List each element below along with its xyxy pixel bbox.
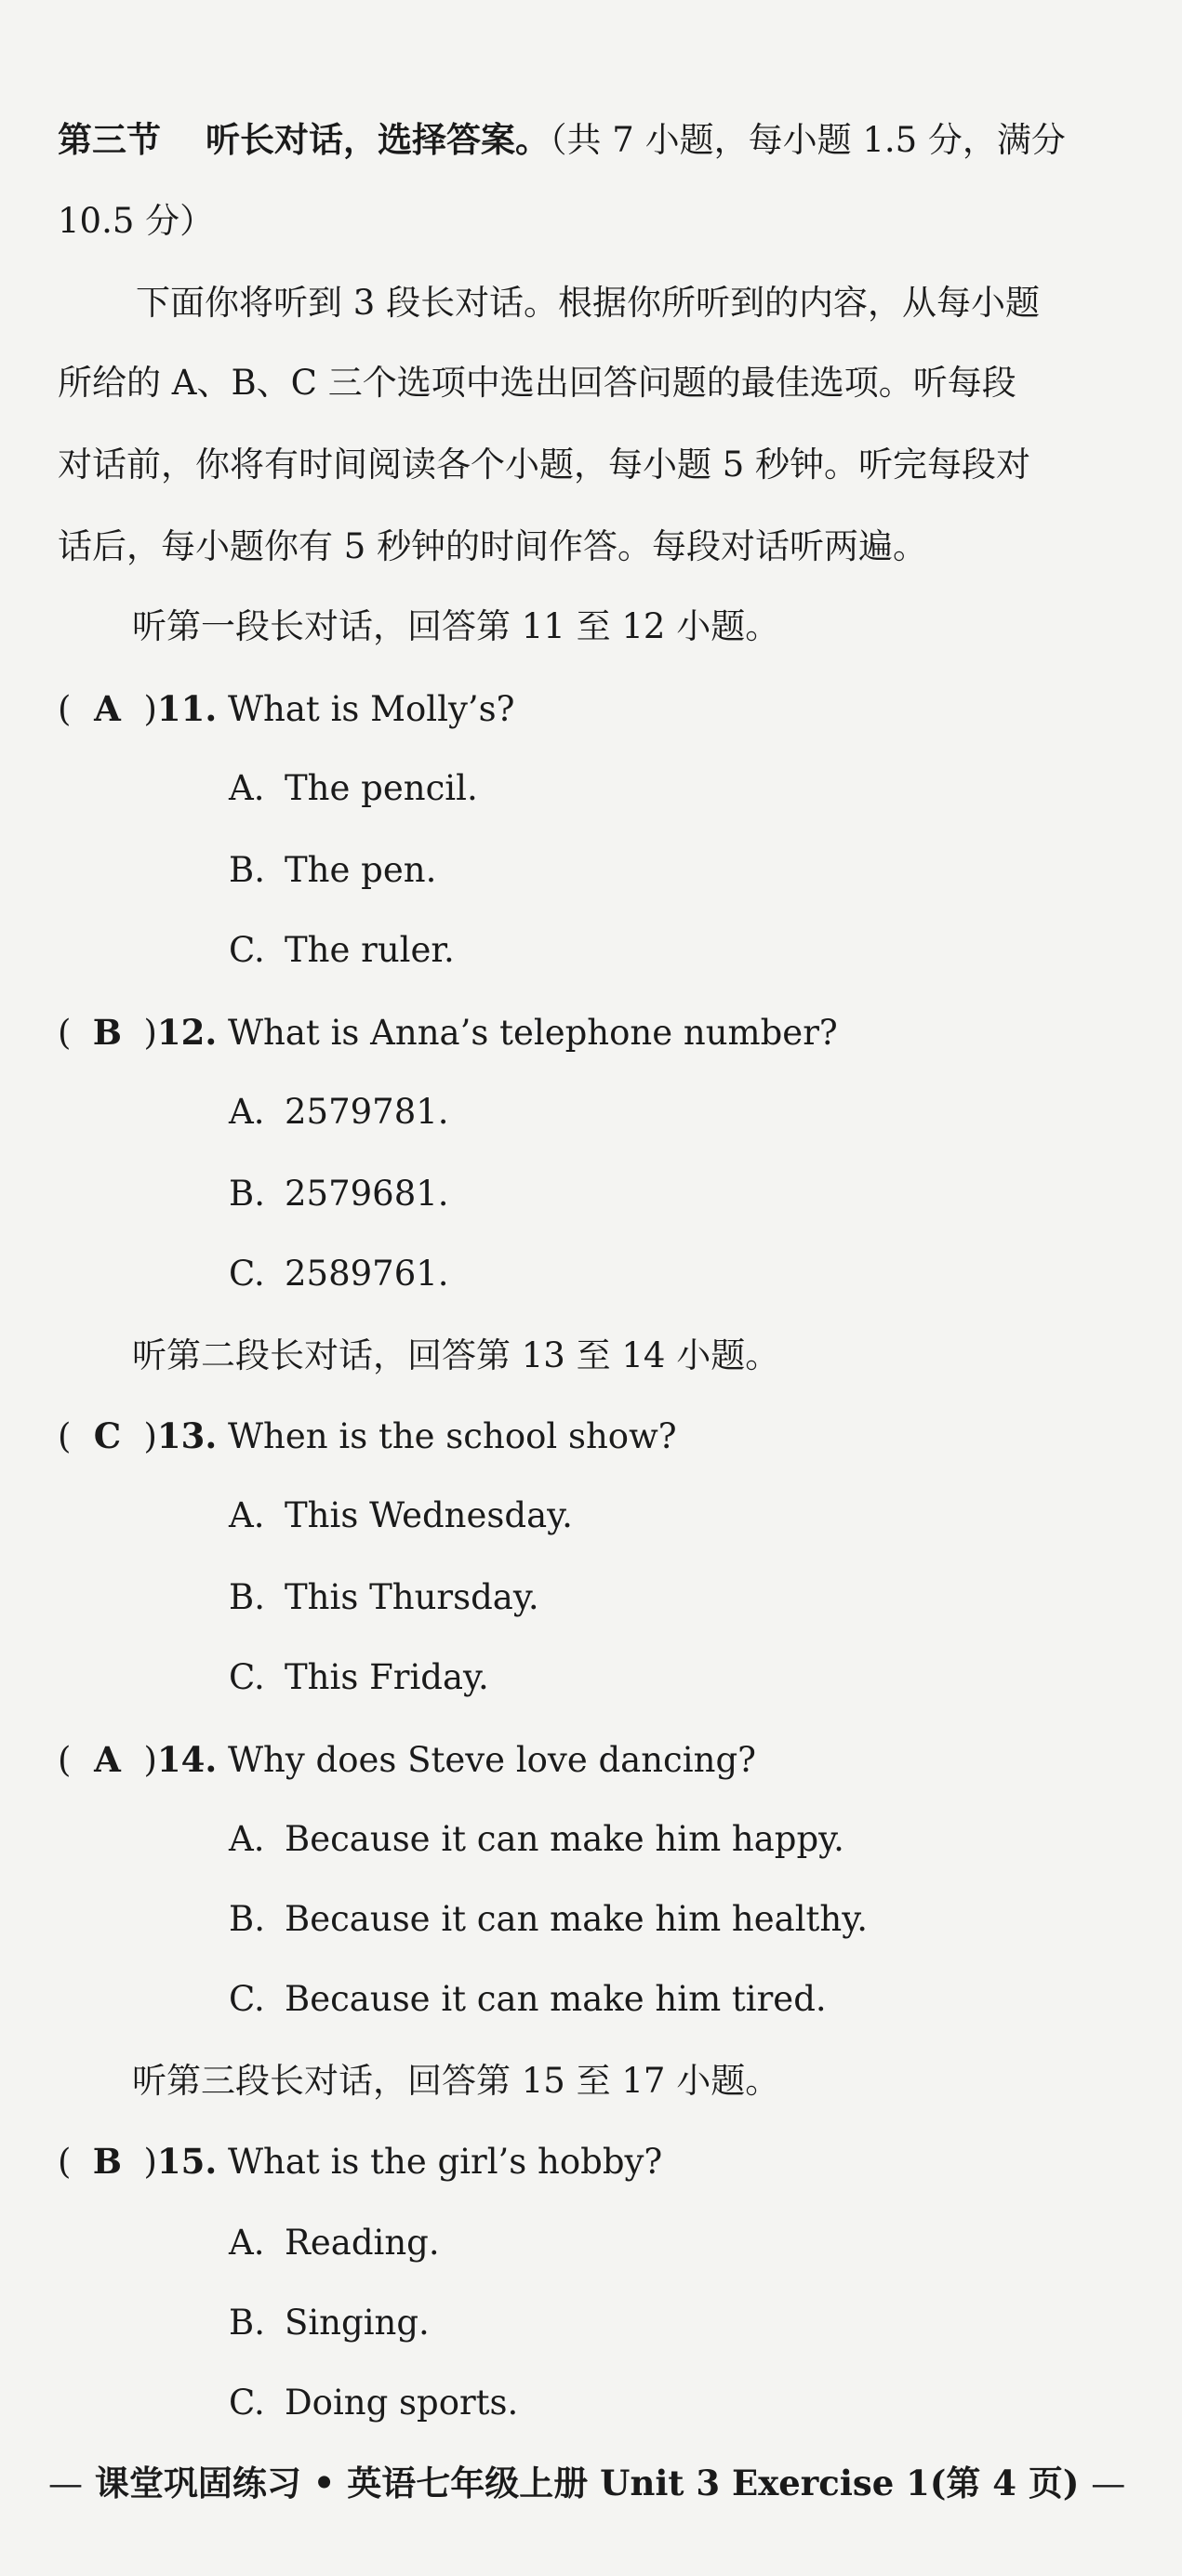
- option-text: 2579781.: [285, 1092, 449, 1132]
- answer-letter: A: [94, 1739, 121, 1780]
- section-title: 第三节: [58, 119, 161, 160]
- answer-paren-open: (: [58, 689, 72, 729]
- question-number: 13.: [156, 1415, 218, 1456]
- option-row: [229, 1174, 449, 1215]
- option-row: [229, 2223, 440, 2264]
- question-text: When is the school show?: [228, 1416, 677, 1456]
- option-letter: A.: [229, 1819, 265, 1859]
- footer-text: 课堂巩固练习 • 英语七年级上册 Unit 3 Exercise 1(第 4 页): [94, 2463, 1080, 2503]
- directions-line: 话后，每小题你有 5 秒钟的时间作答。每段对话听两遍。: [58, 526, 928, 566]
- option-row: [229, 930, 455, 971]
- option-letter: B.: [229, 850, 265, 890]
- question-row: [58, 2141, 662, 2183]
- directions-line: 下面你将听到 3 段长对话。根据你所听到的内容，从每小题: [136, 283, 1041, 323]
- answer-letter: A: [94, 688, 121, 729]
- option-text: This Thursday.: [285, 1577, 539, 1617]
- footer-dash-left: —: [48, 2463, 83, 2503]
- option-text: 2589761.: [285, 1254, 449, 1294]
- option-letter: B.: [229, 1174, 265, 1214]
- answer-paren-close: ): [143, 1013, 157, 1053]
- question-number: 11.: [156, 688, 218, 729]
- option-text: The pen.: [285, 850, 437, 890]
- option-text: This Friday.: [285, 1657, 489, 1697]
- section-instruction: 听长对话，选择答案。: [206, 119, 550, 160]
- answer-paren-close: ): [143, 1740, 157, 1780]
- group-intro: 听第二段长对话，回答第 13 至 14 小题。: [132, 1335, 780, 1375]
- question-text: Why does Steve love dancing?: [228, 1740, 756, 1780]
- section-scoring-cont: 10.5 分）: [58, 201, 215, 241]
- section-heading: [58, 119, 1066, 161]
- question-row: [58, 1739, 756, 1781]
- option-row: [229, 850, 436, 891]
- option-text: This Wednesday.: [285, 1495, 573, 1535]
- option-letter: B.: [229, 1577, 265, 1617]
- group-intro: 听第一段长对话，回答第 11 至 12 小题。: [132, 606, 780, 646]
- directions-line: 对话前，你将有时间阅读各个小题，每小题 5 秒钟。听完每段对: [58, 445, 1031, 485]
- question-text: What is Anna’s telephone number?: [228, 1013, 838, 1053]
- question-number: 15.: [156, 2141, 218, 2182]
- option-text: Reading.: [285, 2223, 440, 2263]
- directions-line: 所给的 A、B、C 三个选项中选出回答问题的最佳选项。听每段: [58, 363, 1016, 403]
- page-footer: [48, 2463, 1136, 2504]
- option-text: Because it can make him tired.: [285, 1979, 827, 2019]
- option-text: The pencil.: [285, 768, 478, 808]
- option-text: The ruler.: [285, 930, 455, 970]
- option-letter: C.: [229, 930, 265, 970]
- answer-paren-close: ): [143, 689, 157, 729]
- answer-paren-open: (: [58, 1740, 72, 1780]
- option-letter: A.: [229, 1495, 265, 1535]
- option-letter: B.: [229, 2303, 265, 2343]
- answer-letter: B: [92, 1012, 123, 1053]
- option-row: [229, 1092, 449, 1133]
- option-text: Doing sports.: [285, 2383, 519, 2423]
- answer-paren-open: (: [58, 1416, 72, 1456]
- option-letter: C.: [229, 1657, 265, 1697]
- option-letter: A.: [229, 2223, 265, 2263]
- section-scoring: （共 7 小题，每小题 1.5 分，满分: [550, 120, 1066, 160]
- option-letter: B.: [229, 1899, 265, 1939]
- answer-letter: B: [92, 2141, 123, 2182]
- option-row: [229, 1254, 449, 1295]
- option-text: Because it can make him healthy.: [285, 1899, 868, 1939]
- option-letter: A.: [229, 1092, 265, 1132]
- answer-paren-open: (: [58, 1013, 72, 1053]
- option-row: [229, 2303, 430, 2344]
- option-text: Singing.: [285, 2303, 430, 2343]
- question-text: What is Molly’s?: [228, 689, 515, 729]
- option-row: [229, 768, 478, 809]
- option-row: [229, 1979, 827, 2020]
- question-number: 14.: [156, 1739, 218, 1780]
- option-row: [229, 1657, 489, 1698]
- answer-letter: C: [93, 1415, 122, 1456]
- question-row: [58, 688, 514, 730]
- group-intro: 听第三段长对话，回答第 15 至 17 小题。: [132, 2061, 780, 2101]
- question-row: [58, 1012, 838, 1054]
- answer-paren-open: (: [58, 2142, 72, 2182]
- footer-dash-right: —: [1091, 2463, 1126, 2503]
- question-row: [58, 1415, 677, 1457]
- option-letter: C.: [229, 2383, 265, 2423]
- question-text: What is the girl’s hobby?: [228, 2142, 663, 2182]
- answer-paren-close: ): [143, 2142, 157, 2182]
- option-text: 2579681.: [285, 1174, 449, 1214]
- option-row: [229, 1577, 539, 1618]
- option-row: [229, 2383, 518, 2423]
- option-letter: A.: [229, 768, 265, 808]
- option-row: [229, 1899, 868, 1940]
- question-number: 12.: [156, 1012, 218, 1053]
- option-text: Because it can make him happy.: [285, 1819, 844, 1859]
- option-letter: C.: [229, 1254, 265, 1294]
- option-row: [229, 1495, 573, 1536]
- answer-paren-close: ): [143, 1416, 157, 1456]
- option-row: [229, 1819, 844, 1860]
- option-letter: C.: [229, 1979, 265, 2019]
